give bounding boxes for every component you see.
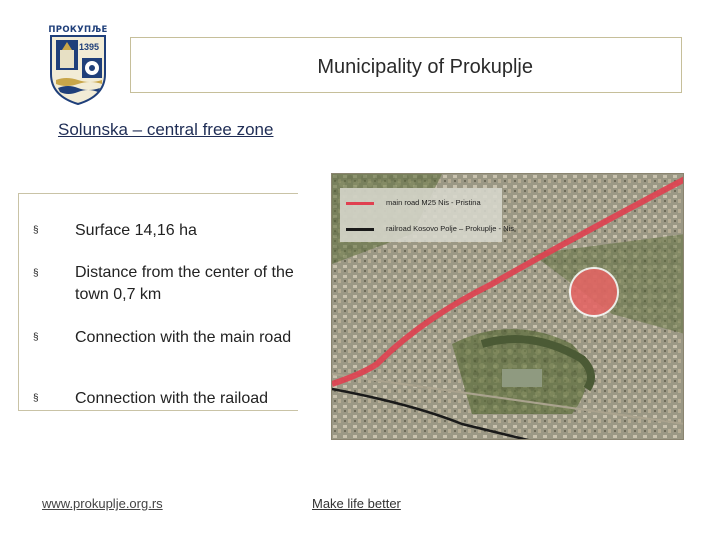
crest-label: ПРОКУПЉЕ — [48, 25, 108, 35]
map-legend — [340, 188, 514, 242]
list-item-text: Surface 14,16 ha — [75, 222, 197, 239]
legend-label: main road M25 Nis - Pristina — [386, 198, 481, 207]
slide-subtitle: Solunska – central free zone — [58, 120, 274, 139]
bullet-marker: § — [33, 268, 39, 279]
coat-of-arms-icon — [48, 24, 108, 106]
list-item-text: Connection with the raiload — [75, 390, 269, 407]
feature-list — [18, 193, 298, 411]
list-item-text: Distance from the center of the town 0,7 km — [75, 264, 294, 303]
bullet-marker: § — [33, 393, 39, 404]
title-box — [130, 37, 682, 93]
black-rail-swatch — [346, 228, 374, 231]
slogan-text: Make life better — [312, 496, 401, 511]
legend-label: railroad Kosovo Polje – Prokuplje - Nis — [386, 224, 514, 233]
crest-year: 1395 — [79, 42, 100, 52]
bullet-marker: § — [33, 332, 39, 343]
red-road-swatch — [346, 202, 374, 205]
list-item-text: Connection with the main road — [75, 329, 292, 346]
satellite-map — [331, 173, 684, 440]
bullet-marker: § — [33, 225, 39, 236]
municipality-crest — [48, 24, 108, 106]
page-title: Municipality of Prokuplje — [317, 56, 533, 78]
website-link[interactable]: www.prokuplje.org.rs — [42, 496, 163, 511]
